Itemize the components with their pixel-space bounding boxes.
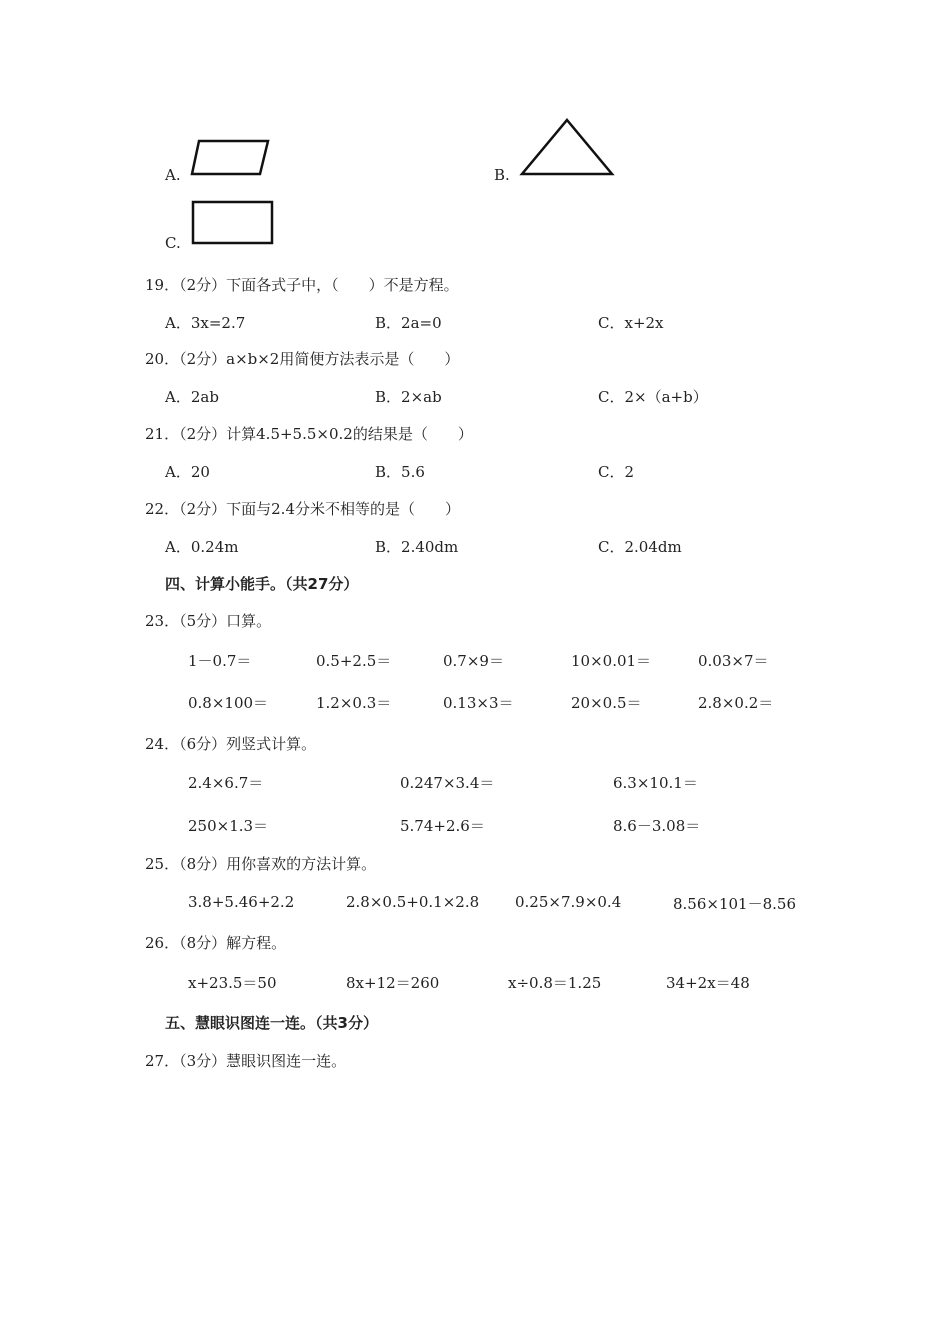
q25-item: 2.8×0.5+0.1×2.8 xyxy=(346,893,480,911)
q25-item: 8.56×101－8.56 xyxy=(673,895,796,913)
q20-stem: 20．（2分）a×b×2用简便方法表示是（ ） xyxy=(145,350,460,368)
q24-item: 0.247×3.4＝ xyxy=(400,774,495,792)
q20-option-a: A．2ab xyxy=(165,388,219,406)
option-a-label: A. xyxy=(165,166,181,184)
section-5-title: 五、慧眼识图连一连。（共3分） xyxy=(165,1014,378,1032)
q20-option-c: C．2×（a+b） xyxy=(598,388,708,406)
q23-item: 2.8×0.2＝ xyxy=(698,694,774,712)
q19-option-a: A．3x=2.7 xyxy=(165,314,246,332)
q26-item: x+23.5＝50 xyxy=(188,974,277,992)
q25-item: 3.8+5.46+2.2 xyxy=(188,893,295,911)
parallelogram-shape xyxy=(190,138,272,178)
q21-stem: 21．（2分）计算4.5+5.5×0.2的结果是（ ） xyxy=(145,425,473,443)
q26-item: 8x+12＝260 xyxy=(346,974,440,992)
q23-item: 20×0.5＝ xyxy=(571,694,642,712)
q20-option-b: B．2×ab xyxy=(375,388,442,406)
q22-option-b: B．2.40dm xyxy=(375,538,459,556)
rectangle-shape xyxy=(190,199,276,247)
q25-item: 0.25×7.9×0.4 xyxy=(515,893,622,911)
q23-item: 1.2×0.3＝ xyxy=(316,694,392,712)
q23-item: 0.5+2.5＝ xyxy=(316,652,392,670)
q22-option-c: C．2.04dm xyxy=(598,538,682,556)
q23-item: 0.8×100＝ xyxy=(188,694,269,712)
q24-item: 8.6－3.08＝ xyxy=(613,817,701,835)
q26-item: 34+2x＝48 xyxy=(666,974,750,992)
q19-option-b: B．2a=0 xyxy=(375,314,442,332)
q25-stem: 25．（8分）用你喜欢的方法计算。 xyxy=(145,855,377,873)
q27-stem: 27．（3分）慧眼识图连一连。 xyxy=(145,1052,347,1070)
q26-stem: 26．（8分）解方程。 xyxy=(145,934,287,952)
q21-option-c: C．2 xyxy=(598,463,635,481)
option-b-label: B. xyxy=(494,166,510,184)
q24-item: 6.3×10.1＝ xyxy=(613,774,698,792)
q24-item: 5.74+2.6＝ xyxy=(400,817,485,835)
q24-item: 250×1.3＝ xyxy=(188,817,269,835)
option-c-label: C. xyxy=(165,234,181,252)
q19-option-c: C．x+2x xyxy=(598,314,664,332)
q23-item: 1－0.7＝ xyxy=(188,652,252,670)
q24-item: 2.4×6.7＝ xyxy=(188,774,264,792)
q23-item: 0.13×3＝ xyxy=(443,694,514,712)
q21-option-a: A．20 xyxy=(165,463,210,481)
q23-item: 10×0.01＝ xyxy=(571,652,652,670)
q21-option-b: B．5.6 xyxy=(375,463,425,481)
triangle-shape xyxy=(518,116,616,178)
q22-stem: 22．（2分）下面与2.4分米不相等的是（ ） xyxy=(145,500,460,518)
q24-stem: 24．（6分）列竖式计算。 xyxy=(145,735,317,753)
q23-item: 0.03×7＝ xyxy=(698,652,769,670)
q26-item: x÷0.8＝1.25 xyxy=(508,974,602,992)
section-4-title: 四、计算小能手。（共27分） xyxy=(165,575,359,593)
q22-option-a: A．0.24m xyxy=(165,538,239,556)
q23-stem: 23．（5分）口算。 xyxy=(145,612,272,630)
q19-stem: 19．（2分）下面各式子中，（ ）不是方程。 xyxy=(145,276,459,294)
q23-item: 0.7×9＝ xyxy=(443,652,504,670)
